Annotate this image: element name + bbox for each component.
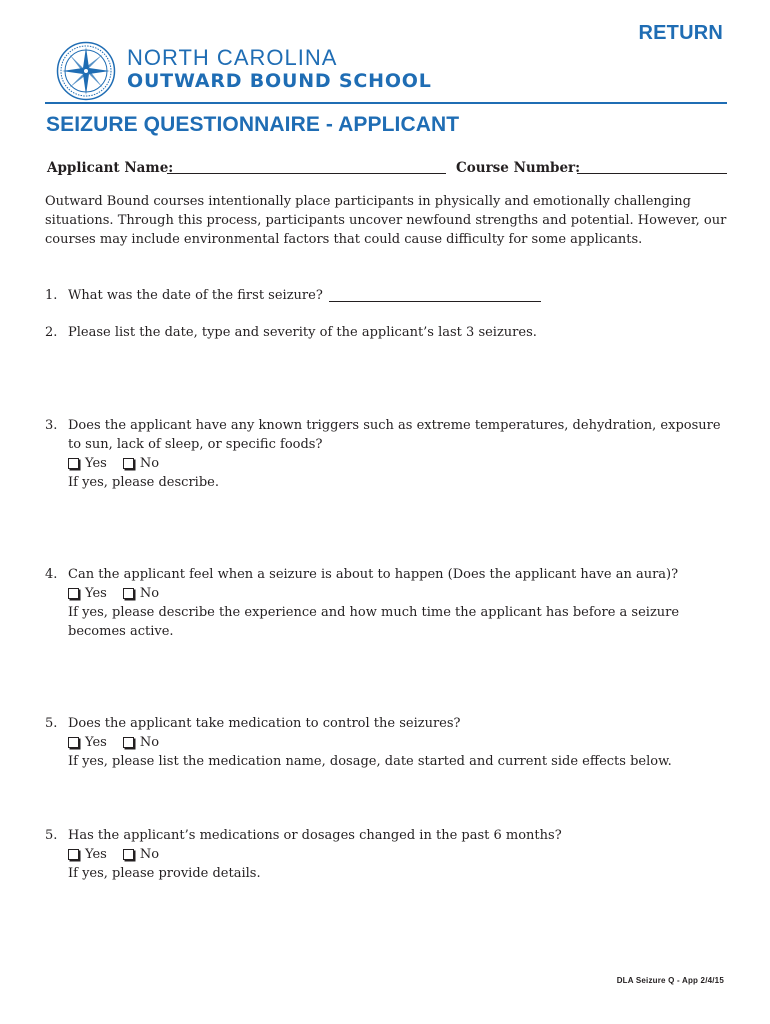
yes-checkbox[interactable] [68, 454, 107, 473]
question-number: 2. [45, 325, 58, 340]
yes-checkbox[interactable] [68, 733, 107, 752]
followup-text: If yes, please list the medication name, dosage, date started and current side effects below. [68, 754, 672, 769]
first-seizure-date-field[interactable] [329, 287, 541, 302]
question-number: 4. [45, 567, 58, 582]
question-text: Please list the date, type and severity of the applicant’s last 3 seizures. [68, 325, 537, 340]
answer-area[interactable] [68, 883, 735, 943]
return-button[interactable]: RETURN [638, 22, 723, 44]
question-number: 5. [45, 828, 58, 843]
checkbox-icon [123, 458, 134, 469]
intro-paragraph: Outward Bound courses intentionally place participants in physically and emotionally challenging situations. Through this process, participants uncover newfound strengths and potential. However, our courses may include environmental factors that could cause difficulty for some applicants. [45, 194, 727, 247]
no-label: No [139, 456, 160, 471]
course-number-label: Course Number: [456, 160, 581, 176]
no-checkbox[interactable] [123, 454, 159, 473]
followup-text: If yes, please provide details. [68, 866, 261, 881]
question-number: 1. [45, 288, 58, 303]
question-5 [45, 714, 735, 821]
header-divider [45, 102, 727, 104]
followup-text: If yes, please describe. [68, 475, 219, 490]
yes-label: Yes [85, 847, 107, 862]
question-text: Does the applicant take medication to control the seizures? [68, 716, 461, 731]
applicant-name-label: Applicant Name: [47, 160, 174, 176]
yes-checkbox[interactable] [68, 584, 107, 603]
checkbox-icon [123, 737, 134, 748]
org-name-line1: NORTH CAROLINA [127, 45, 338, 70]
no-label: No [139, 847, 160, 862]
answer-area[interactable] [68, 342, 735, 412]
compass-logo-icon [56, 41, 116, 101]
yes-label: Yes [85, 456, 107, 471]
no-checkbox[interactable] [123, 845, 159, 864]
yes-label: Yes [85, 735, 107, 750]
answer-area[interactable] [68, 492, 735, 552]
no-checkbox[interactable] [123, 584, 159, 603]
no-checkbox[interactable] [123, 733, 159, 752]
no-label: No [139, 735, 160, 750]
document-id: DLA Seizure Q - App 2/4/15 [616, 976, 724, 985]
checkbox-icon [123, 849, 134, 860]
question-text: Can the applicant feel when a seizure is about to happen (Does the applicant have an aura)? [68, 567, 679, 582]
question-6 [45, 826, 735, 943]
checkbox-icon [68, 458, 79, 469]
checkbox-icon [68, 588, 79, 599]
question-4 [45, 565, 735, 701]
answer-area[interactable] [68, 771, 735, 821]
no-label: No [139, 586, 160, 601]
question-text: What was the date of the first seizure? [68, 288, 323, 303]
followup-text: If yes, please describe the experience and how much time the applicant has before a seizure becomes active. [68, 605, 680, 639]
answer-area[interactable] [68, 641, 735, 701]
checkbox-icon [68, 849, 79, 860]
question-2 [45, 323, 735, 412]
course-number-field[interactable] [577, 159, 727, 174]
yes-label: Yes [85, 586, 107, 601]
yes-checkbox[interactable] [68, 845, 107, 864]
applicant-name-field[interactable] [167, 159, 446, 174]
question-number: 5. [45, 716, 58, 731]
form-title: SEIZURE QUESTIONNAIRE - APPLICANT [46, 113, 460, 136]
checkbox-icon [68, 737, 79, 748]
org-name-line2: OUTWARD BOUND SCHOOL [127, 70, 432, 92]
question-number: 3. [45, 418, 58, 433]
question-3 [45, 416, 735, 552]
checkbox-icon [123, 588, 134, 599]
question-text: Has the applicant’s medications or dosages changed in the past 6 months? [68, 828, 562, 843]
question-text: Does the applicant have any known triggers such as extreme temperatures, dehydration, exposure to sun, lack of sleep, or specific foods? [68, 418, 721, 452]
question-1 [45, 286, 735, 305]
